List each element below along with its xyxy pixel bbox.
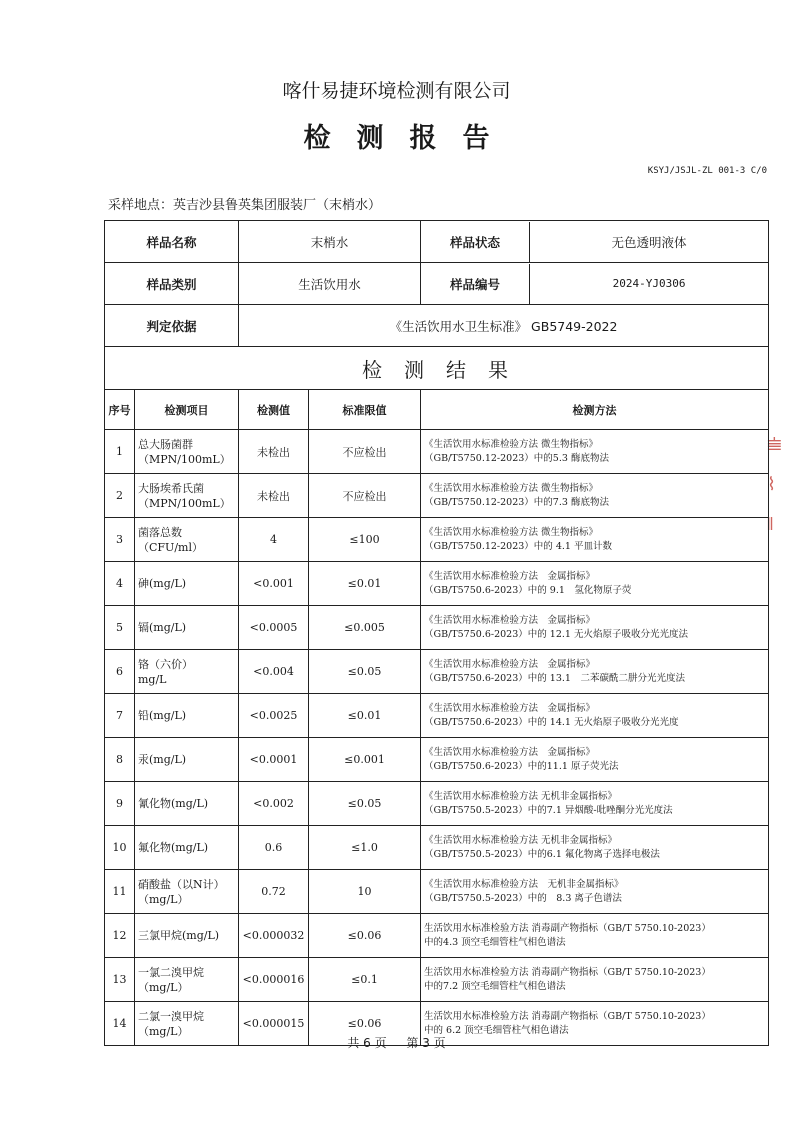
row-value: <0.004 — [239, 650, 309, 694]
row-method: 《生活饮用水标准检验方法 金属指标》 （GB/T5750.6-2023）中的 9.1 氢化物原子荧 — [421, 562, 769, 606]
row-method: 《生活饮用水标准检验方法 无机非金属指标》 （GB/T5750.5-2023）中的 8.3 离子色谱法 — [421, 870, 769, 914]
row-number: 6 — [105, 650, 135, 694]
row-item: 总大肠菌群 （MPN/100mL） — [135, 430, 239, 474]
row-number: 7 — [105, 694, 135, 738]
info-row-1 — [105, 221, 769, 263]
sample-state-label: 样品状态 — [421, 222, 530, 262]
row-number: 11 — [105, 870, 135, 914]
row-value: <0.0005 — [239, 606, 309, 650]
col-header-method: 检测方法 — [421, 390, 769, 430]
table-row — [105, 782, 769, 826]
row-method: 《生活饮用水标准检验方法 无机非金属指标》 （GB/T5750.5-2023）中的6.1 氟化物离子选择电极法 — [421, 826, 769, 870]
row-item: 铬（六价） mg/L — [135, 650, 239, 694]
row-number: 4 — [105, 562, 135, 606]
col-header-item: 检测项目 — [135, 390, 239, 430]
info-row-2 — [105, 263, 769, 305]
document-code: KSYJ/JSJL-ZL 001-3 C/0 — [647, 166, 767, 176]
row-value: <0.0025 — [239, 694, 309, 738]
table-row — [105, 738, 769, 782]
row-value: <0.000015 — [239, 1002, 309, 1046]
table-row — [105, 958, 769, 1002]
row-item: 铅(mg/L) — [135, 694, 239, 738]
row-number: 8 — [105, 738, 135, 782]
row-number: 10 — [105, 826, 135, 870]
row-limit: ≤0.1 — [309, 958, 421, 1002]
row-method: 《生活饮用水标准检验方法 微生物指标》 （GB/T5750.12-2023）中的 4.1 平皿计数 — [421, 518, 769, 562]
results-title: 检测结果 — [105, 347, 769, 390]
row-method: 生活饮用水标准检验方法 消毒副产物指标（GB/T 5750.10-2023） 中的 6.2 顶空毛细管柱气相色谱法 — [421, 1002, 769, 1046]
row-item: 硝酸盐（以N计） （mg/L） — [135, 870, 239, 914]
row-limit: ≤0.01 — [309, 694, 421, 738]
row-number: 2 — [105, 474, 135, 518]
row-limit: ≤1.0 — [309, 826, 421, 870]
sampling-location: 采样地点：英吉沙县鲁英集团服装厂（末梢水） — [108, 198, 382, 213]
row-method: 生活饮用水标准检验方法 消毒副产物指标（GB/T 5750.10-2023） 中的7.2 顶空毛细管柱气相色谱法 — [421, 958, 769, 1002]
table-row — [105, 474, 769, 518]
row-item: 大肠埃希氏菌 （MPN/100mL） — [135, 474, 239, 518]
row-limit: 不应检出 — [309, 430, 421, 474]
sample-number-value: 2024-YJ0306 — [612, 277, 686, 290]
row-limit: ≤0.05 — [309, 650, 421, 694]
row-item: 镉(mg/L) — [135, 606, 239, 650]
col-header-limit: 标准限值 — [309, 390, 421, 430]
row-method: 《生活饮用水标准检验方法 微生物指标》 （GB/T5750.12-2023）中的7.3 酶底物法 — [421, 474, 769, 518]
row-method: 生活饮用水标准检验方法 消毒副产物指标（GB/T 5750.10-2023） 中的4.3 顶空毛细管柱气相色谱法 — [421, 914, 769, 958]
row-item: 汞(mg/L) — [135, 738, 239, 782]
row-method: 《生活饮用水标准检验方法 金属指标》 （GB/T5750.6-2023）中的 13.1 二苯碳酰二肼分光光度法 — [421, 650, 769, 694]
row-limit: ≤0.001 — [309, 738, 421, 782]
row-value: 未检出 — [239, 474, 309, 518]
table-row — [105, 650, 769, 694]
row-method: 《生活饮用水标准检验方法 金属指标》 （GB/T5750.6-2023）中的 12.1 无火焰原子吸收分光光度法 — [421, 606, 769, 650]
sample-name-value: 末梢水 — [239, 221, 421, 263]
row-number: 13 — [105, 958, 135, 1002]
table-row — [105, 694, 769, 738]
row-item: 氰化物(mg/L) — [135, 782, 239, 826]
row-limit: 10 — [309, 870, 421, 914]
current-page: 第 3 页 — [406, 1036, 446, 1050]
row-value: <0.000016 — [239, 958, 309, 1002]
row-number: 12 — [105, 914, 135, 958]
row-item: 三氯甲烷(mg/L) — [135, 914, 239, 958]
sample-state-value: 无色透明液体 — [611, 234, 687, 250]
table-row — [105, 430, 769, 474]
row-value: 4 — [239, 518, 309, 562]
row-value: 未检出 — [239, 430, 309, 474]
row-value: <0.001 — [239, 562, 309, 606]
row-number: 1 — [105, 430, 135, 474]
row-number: 3 — [105, 518, 135, 562]
row-method: 《生活饮用水标准检验方法 金属指标》 （GB/T5750.6-2023）中的 14.1 无火焰原子吸收分光光度 — [421, 694, 769, 738]
row-limit: ≤100 — [309, 518, 421, 562]
results-title-row — [105, 347, 769, 390]
table-row — [105, 914, 769, 958]
row-value: 0.6 — [239, 826, 309, 870]
row-number: 9 — [105, 782, 135, 826]
basis-value: 《生活饮用水卫生标准》 GB5749-2022 — [239, 305, 769, 347]
seal-stamp-icon: 𝍨 ⌇ 𝍪 — [767, 434, 782, 535]
report-table — [104, 220, 769, 1046]
row-number: 14 — [105, 1002, 135, 1046]
col-header-no: 序号 — [105, 390, 135, 430]
row-limit: ≤0.06 — [309, 914, 421, 958]
row-value: 0.72 — [239, 870, 309, 914]
table-row — [105, 606, 769, 650]
sample-name-label: 样品名称 — [105, 221, 239, 263]
results-header-row — [105, 390, 769, 430]
info-row-3 — [105, 305, 769, 347]
row-value: <0.002 — [239, 782, 309, 826]
table-row — [105, 826, 769, 870]
row-limit: 不应检出 — [309, 474, 421, 518]
row-item: 砷(mg/L) — [135, 562, 239, 606]
row-limit: ≤0.06 — [309, 1002, 421, 1046]
col-header-value: 检测值 — [239, 390, 309, 430]
row-method: 《生活饮用水标准检验方法 无机非金属指标》 （GB/T5750.5-2023）中的7.1 异烟酸-吡唑酮分光光度法 — [421, 782, 769, 826]
row-limit: ≤0.05 — [309, 782, 421, 826]
report-title: 检测报告 — [303, 123, 516, 154]
row-number: 5 — [105, 606, 135, 650]
row-method: 《生活饮用水标准检验方法 微生物指标》 （GB/T5750.12-2023）中的5.3 酶底物法 — [421, 430, 769, 474]
row-limit: ≤0.01 — [309, 562, 421, 606]
row-value: <0.000032 — [239, 914, 309, 958]
table-row — [105, 562, 769, 606]
row-item: 一氯二溴甲烷 （mg/L） — [135, 958, 239, 1002]
row-item: 氟化物(mg/L) — [135, 826, 239, 870]
row-method: 《生活饮用水标准检验方法 金属指标》 （GB/T5750.6-2023）中的11.1 原子荧光法 — [421, 738, 769, 782]
sample-number-label: 样品编号 — [421, 264, 530, 304]
company-name: 喀什易捷环境检测有限公司 — [282, 80, 511, 102]
row-item: 菌落总数 （CFU/ml） — [135, 518, 239, 562]
table-row — [105, 870, 769, 914]
page-footer — [0, 1034, 793, 1051]
sample-type-value: 生活饮用水 — [239, 263, 421, 305]
row-limit: ≤0.005 — [309, 606, 421, 650]
row-value: <0.0001 — [239, 738, 309, 782]
total-pages: 共 6 页 — [347, 1036, 387, 1050]
basis-label: 判定依据 — [105, 305, 239, 347]
sample-type-label: 样品类别 — [105, 263, 239, 305]
row-item: 二氯一溴甲烷 （mg/L） — [135, 1002, 239, 1046]
table-row — [105, 518, 769, 562]
